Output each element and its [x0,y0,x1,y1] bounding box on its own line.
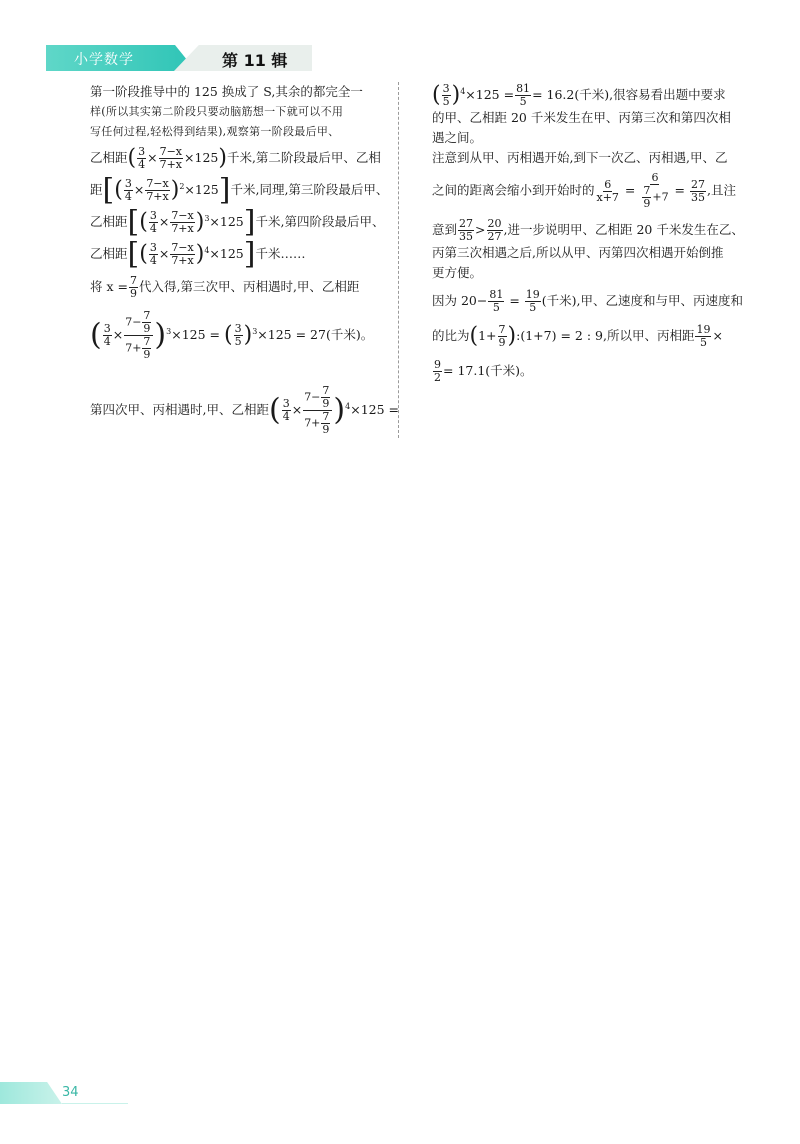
formula-line: 因为 20− $\frac{81}{5}$ = $\frac{19}{5}$ (千米),甲、乙速度和与甲、丙速度和 [432,288,744,315]
page-number: 34 [62,1085,79,1100]
formula-line: 第四次甲、丙相遇时,甲、乙相距( $\frac{3}{4}$ × 7− $\frac{7}{9}$ 7+ $\frac{7}{9}$ )$^4$×125 = [90,384,399,437]
text-line: 遇之间。 [432,130,483,146]
formula-line: 乙相距[( $\frac{3}{4}$ × $\frac{7-x}{7+x}$ )$^3$×125]千米,第四阶段最后甲、 [90,204,385,240]
footer-tab [0,1082,62,1104]
formula-line: 意到 $\frac{27}{35}$ > $\frac{20}{27}$ ,进一步说明甲、乙相距 20 千米发生在乙、 [432,217,744,244]
footer-line [62,1103,128,1104]
text-line: 第一阶段推导中的 125 换成了 S,其余的都完全一 [90,84,363,99]
formula-line: ( $\frac{3}{4}$ × 7− $\frac{7}{9}$ 7+ $\frac{7}{9}$ )$^3$×125 = ( $\frac{3}{5}$ )$^3$×125 = 27(千米)。 [90,309,374,362]
formula-line: 之间的距离会缩小到开始时的 $\frac{6}{x+7}$ = 6 $\frac{7}{9}$ +7 = $\frac{27}{35}$ ,且注 [432,171,736,211]
issue-label: 第 11 辑 [222,51,288,70]
formula-line: 将 x = $\frac{7}{9}$ 代入得,第三次甲、丙相遇时,甲、乙相距 [90,274,360,301]
text-line: 的甲、乙相距 20 千米发生在甲、丙第三次和第四次相 [432,110,731,126]
right-column [432,82,744,385]
formula-line: 距[( $\frac{3}{4}$ × $\frac{7-x}{7+x}$ )$^2$×125]千米,同理,第三阶段最后甲、 [90,172,389,208]
text-line: 更方便。 [432,265,483,281]
formula-line: 乙相距[( $\frac{3}{4}$ × $\frac{7-x}{7+x}$ )$^4$×125]千米…… [90,236,306,272]
left-column [90,82,399,437]
text-line: 样(所以其实第二阶段只要动脑筋想一下就可以不用 [90,105,344,118]
text-line: 写任何过程,轻松得到结果),观察第一阶段最后甲、 [90,125,340,138]
text-line: 注意到从甲、丙相遇开始,到下一次乙、丙相遇,甲、乙 [432,150,728,166]
subject-label: 小学数学 [74,52,134,68]
formula-line: $\frac{9}{2}$ = 17.1(千米)。 [434,358,533,385]
formula-line: 乙相距( $\frac{3}{4}$ × $\frac{7-x}{7+x}$ ×125)千米,第二阶段最后甲、乙相 [90,145,381,171]
formula-line: 的比为(1+ $\frac{7}{9}$ ):(1+7) = 2 : 9,所以甲、丙相距 $\frac{19}{5}$ × [432,323,723,350]
formula-line: ( $\frac{3}{5}$ )$^4$×125 = $\frac{81}{5}$ = 16.2(千米),很容易看出题中要求 [432,82,726,109]
page-header [46,45,312,71]
column-divider [398,82,399,438]
text-line: 丙第三次相遇之后,所以从甲、丙第四次相遇开始倒推 [432,245,724,261]
